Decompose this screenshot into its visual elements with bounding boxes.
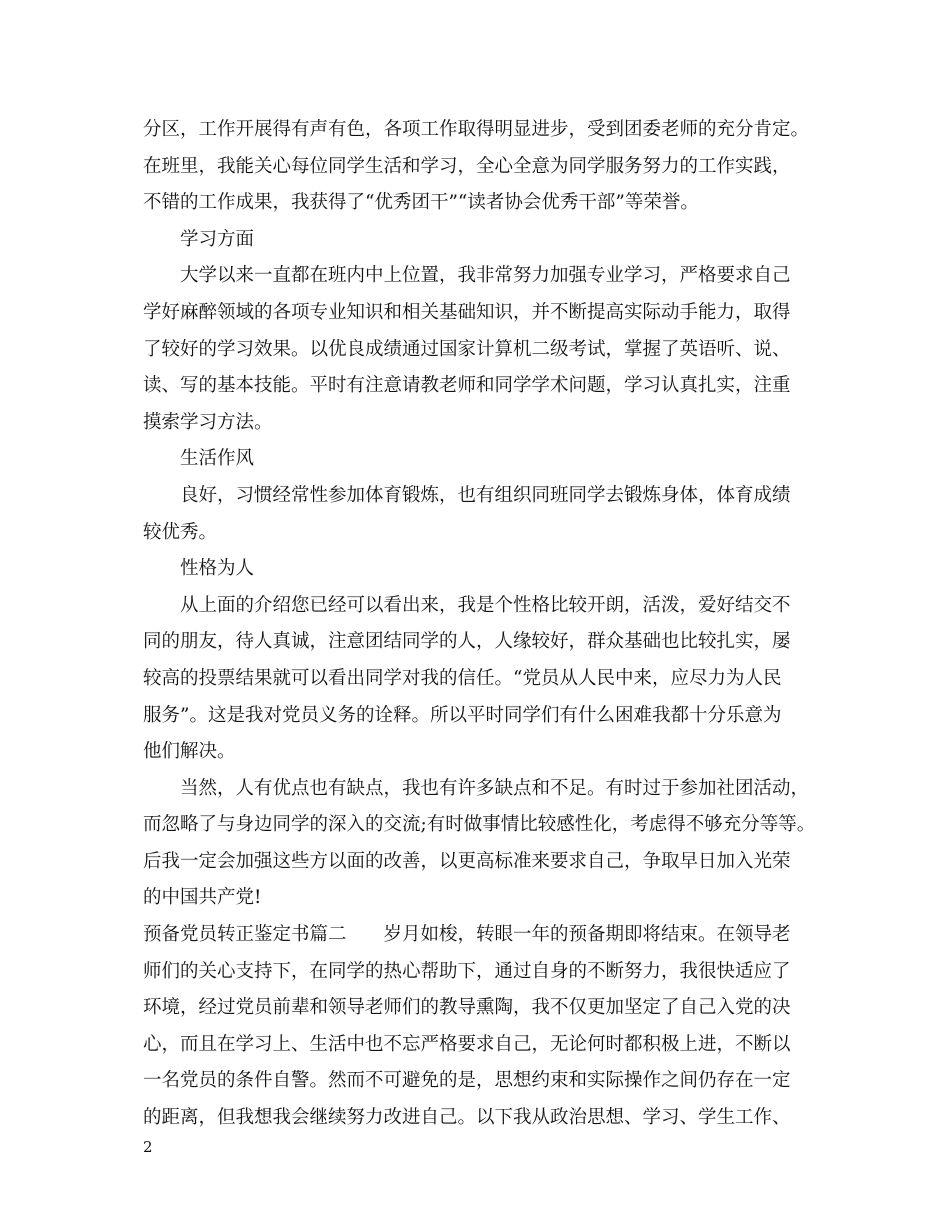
paragraph-line: 学好麻醉领域的各项专业知识和相关基础知识，并不断提高实际动手能力，取得 [143, 301, 791, 323]
paragraph-line: 当然，人有优点也有缺点，我也有许多缺点和不足。有时过于参加社团活动， [180, 777, 810, 799]
paragraph-line: 读、写的基本技能。平时有注意请教老师和同学学术问题，学习认真扎实，注重 [143, 375, 791, 397]
paragraph-line: 后我一定会加强这些方以面的改善，以更高标准来要求自己，争取早日加入光荣 [143, 850, 791, 872]
paragraph-line: 较高的投票结果就可以看出同学对我的信任。“党员从人民中来，应尽力为人民 [143, 667, 782, 689]
page-number: 2 [143, 1138, 153, 1156]
paragraph-line: 师们的关心支持下，在同学的热心帮助下，通过自身的不断努力，我很快适应了 [143, 960, 791, 982]
section-heading-study: 学习方面 [180, 228, 255, 250]
paragraph-start: 岁月如梭，转眼一年的预备期即将结束。在领导老 [383, 924, 791, 946]
paragraph-line: 不错的工作成果，我获得了“优秀团干”“读者协会优秀干部”等荣誉。 [143, 192, 699, 214]
paragraph-line: 摸索学习方法。 [143, 411, 273, 433]
paragraph-line [143, 917, 843, 954]
paragraph-line: 他们解决。 [143, 741, 236, 763]
paragraph-line: 同的朋友，待人真诚，注意团结同学的人，人缘较好，群众基础也比较扎实，屡 [143, 631, 791, 653]
paragraph-line: 大学以来一直都在班内中上位置，我非常努力加强专业学习，严格要求自己 [180, 265, 791, 287]
paragraph-line: 从上面的介绍您已经可以看出来，我是个性格比较开朗，活泼，爱好结交不 [180, 594, 791, 616]
paragraph-line: 一名党员的条件自警。然而不可避免的是，思想约束和实际操作之间仍存在一定 [143, 1070, 791, 1092]
section-title-part-two: 预备党员转正鉴定书篇二 [143, 924, 347, 946]
paragraph-line: 较优秀。 [143, 521, 218, 543]
paragraph-line: 在班里，我能关心每位同学生活和学习，全心全意为同学服务努力的工作实践， [143, 155, 791, 177]
paragraph-line: 服务”。这是我对党员义务的诠释。所以平时同学们有什么困难我都十分乐意为 [143, 704, 782, 726]
body-text [143, 112, 843, 1137]
paragraph-line: 的中国共产党! [143, 887, 262, 909]
section-heading-life: 生活作风 [180, 448, 255, 470]
paragraph-line: 环境，经过党员前辈和领导老师们的教导熏陶，我不仅更加坚定了自己入党的决 [143, 997, 791, 1019]
paragraph-line: 而忽略了与身边同学的深入的交流;有时做事情比较感性化，考虑得不够充分等等。 [143, 814, 816, 836]
paragraph-line: 良好，习惯经常性参加体育锻炼，也有组织同班同学去锻炼身体，体育成绩 [180, 484, 791, 506]
paragraph-line: 心，而且在学习上、生活中也不忘严格要求自己，无论何时都积极上进，不断以 [143, 1033, 791, 1055]
section-heading-character: 性格为人 [180, 558, 255, 580]
paragraph-line: 了较好的学习效果。以优良成绩通过国家计算机二级考试，掌握了英语听、说、 [143, 338, 791, 360]
paragraph-line: 分区，工作开展得有声有色，各项工作取得明显进步，受到团委老师的充分肯定。 [143, 119, 810, 140]
paragraph-line: 的距离，但我想我会继续努力改进自己。以下我从政治思想、学习、学生工作、 [143, 1107, 791, 1129]
